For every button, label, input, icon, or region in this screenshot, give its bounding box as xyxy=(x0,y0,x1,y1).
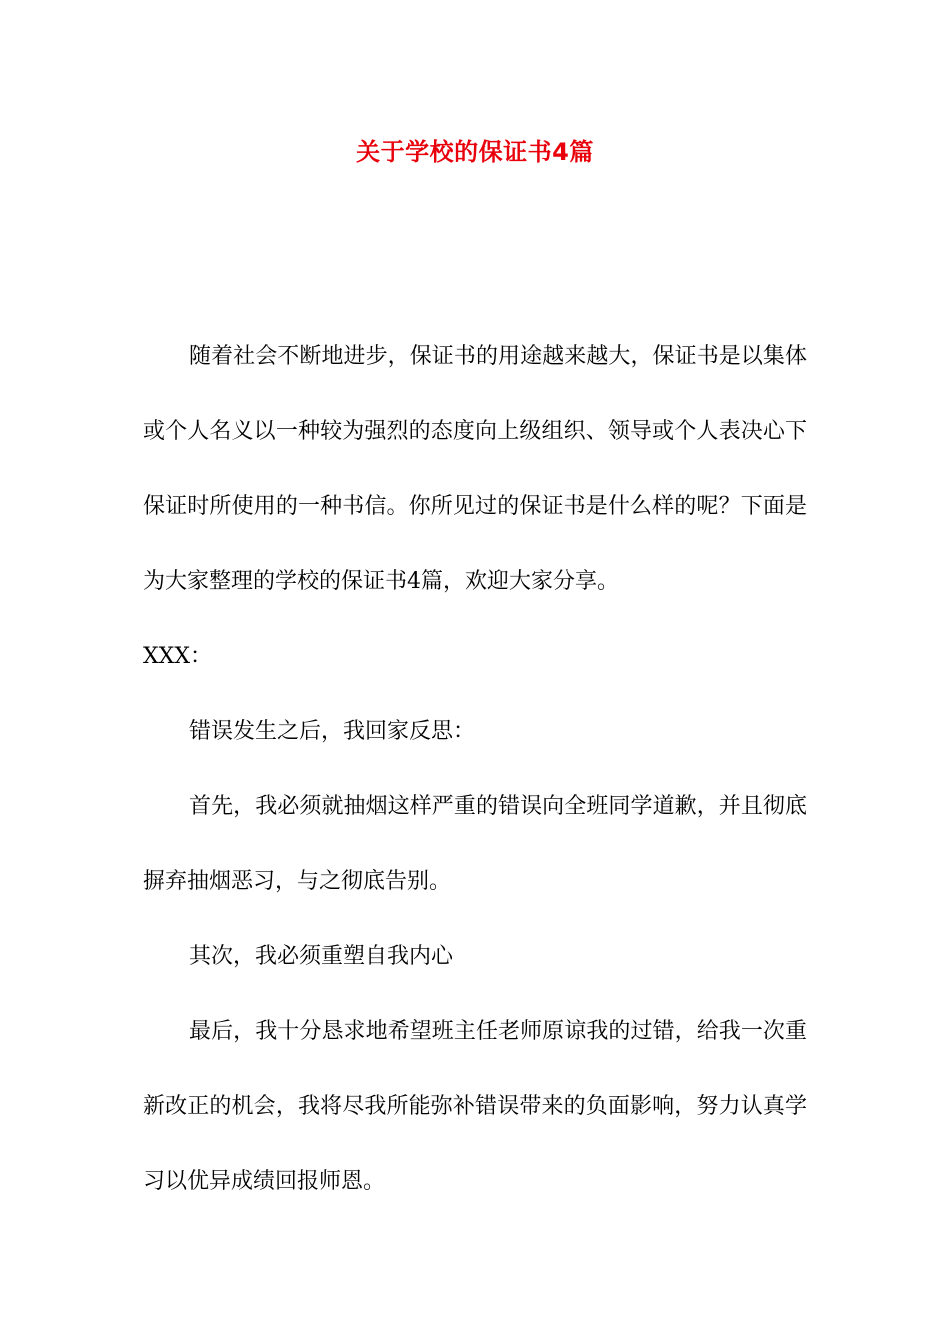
salutation: XXX： xyxy=(143,644,212,669)
paragraph-second: 其次，我必须重塑自我内心 xyxy=(189,944,454,969)
paragraph-last: 最后，我十分恳求地希望班主任老师原谅我的过错，给我一次重新改正的机会，我将尽我所能弥补错误带来的负面影响，努力认真学习以优异成绩回报师恩。 xyxy=(143,1019,807,1194)
paragraph-reflection: 错误发生之后，我回家反思： xyxy=(189,719,476,744)
document-body xyxy=(143,319,807,1219)
intro-paragraph: 随着社会不断地进步，保证书的用途越来越大，保证书是以集体或个人名义以一种较为强烈的态度向上级组织、领导或个人表决心下保证时所使用的一种书信。你所见过的保证书是什么样的呢？下面是为大家整理的学校的保证书4篇，欢迎大家分享。 xyxy=(143,344,807,594)
document-title: 关于学校的保证书4篇 xyxy=(356,138,594,166)
paragraph-first: 首先，我必须就抽烟这样严重的错误向全班同学道歉，并且彻底摒弃抽烟恶习，与之彻底告别。 xyxy=(143,794,807,894)
